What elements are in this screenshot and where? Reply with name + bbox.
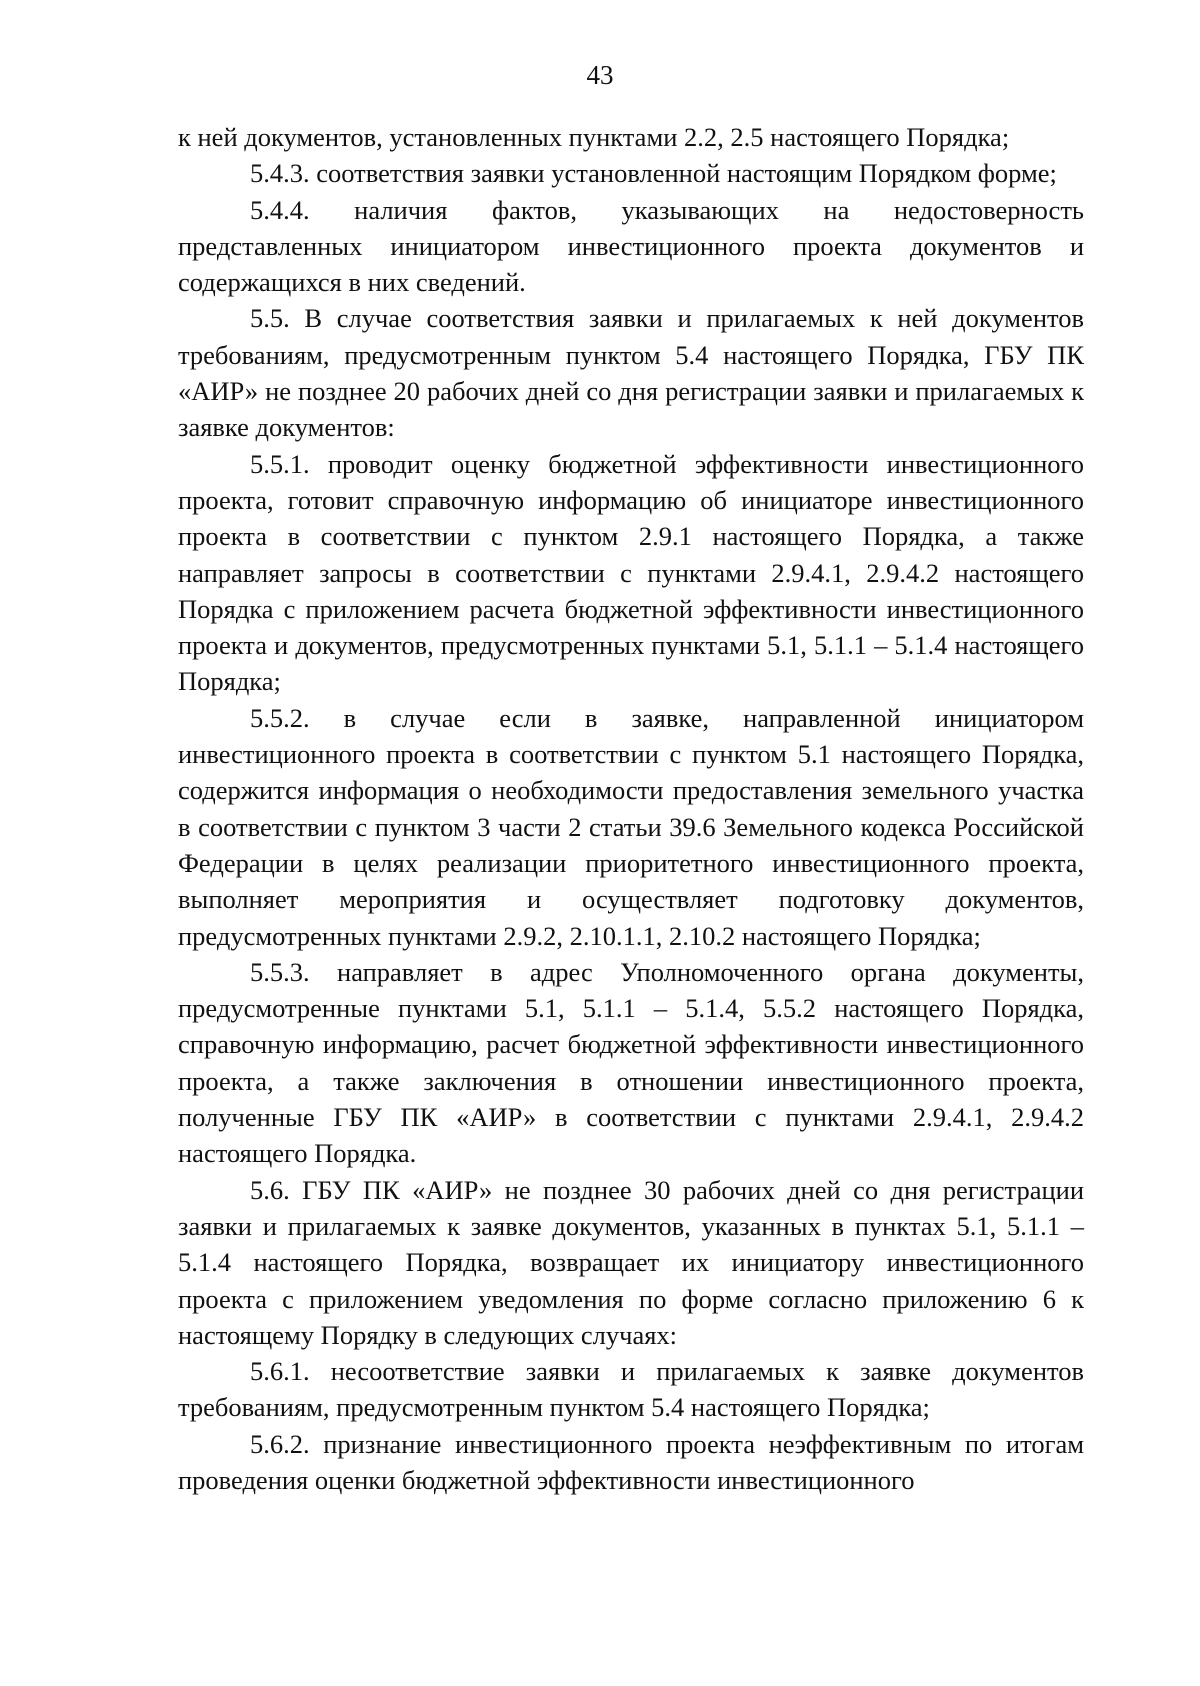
paragraph-5-4-3: 5.4.3. соответствия заявки установленной настоящим Порядком форме; (250, 158, 1057, 189)
document-body (178, 119, 1084, 1498)
paragraph-5-6: 5.6. ГБУ ПК «АИР» не позднее 30 рабочих дней со дня регистрации заявки и прилагаемых к заявке документов, указанных в пунктах 5.1, 5.1.1 – 5.1.4 настоящего Порядка, возвращает их инициатору инвестиционного проекта с приложением уведомления по форме согласно приложению 6 к настоящему Порядку в следующих случаях: (178, 1174, 1084, 1350)
paragraph-5-5-3: 5.5.3. направляет в адрес Уполномоченного органа документы, предусмотренные пунктами 5.1, 5.1.1 – 5.1.4, 5.5.2 настоящего Порядка, справочную информацию, расчет бюджетной эффективности инвестиционного проекта, а также заключения в отношении инвестиционного проекта, полученные ГБУ ПК «АИР» в соответствии с пунктами 2.9.4.1, 2.9.4.2 настоящего Порядка. (178, 956, 1084, 1169)
paragraph-5-5-1: 5.5.1. проводит оценку бюджетной эффективности инвестиционного проекта, готовит справочную информацию об инициаторе инвестиционного проекта в соответствии с пунктом 2.9.1 настоящего Порядка, а также направляет запросы в соответствии с пунктами 2.9.4.1, 2.9.4.2 настоящего Порядка с приложением расчета бюджетной эффективности инвестиционного проекта и документов, предусмотренных пунктами 5.1, 5.1.1 – 5.1.4 настоящего Порядка; (178, 448, 1084, 697)
paragraph-5-5-2: 5.5.2. в случае если в заявке, направленной инициатором инвестиционного проекта в соответствии с пунктом 5.1 настоящего Порядка, содержится информация о необходимости предоставления земельного участка в соответствии с пунктом 3 части 2 статьи 39.6 Земельного кодекса Российской Федерации в целях реализации приоритетного инвестиционного проекта, выполняет мероприятия и осуществляет подготовку документов, предусмотренных пунктами 2.9.2, 2.10.1.1, 2.10.2 настоящего Порядка; (178, 702, 1084, 951)
page-number: 43 (586, 60, 614, 90)
paragraph-5-6-2: 5.6.2. признание инвестиционного проекта неэффективным по итогам проведения оценки бюджетной эффективности инвестиционного (178, 1428, 1084, 1495)
paragraph-5-6-1: 5.6.1. несоответствие заявки и прилагаемых к заявке документов требованиям, предусмотренным пунктом 5.4 настоящего Порядка; (178, 1356, 1084, 1423)
paragraph-continuation: к ней документов, установленных пунктами 2.2, 2.5 настоящего Порядка; (178, 122, 1010, 152)
paragraph-5-4-4: 5.4.4. наличия фактов, указывающих на недостоверность представленных инициатором инвестиционного проекта документов и содержащихся в них сведений. (178, 194, 1084, 298)
paragraph-5-5: 5.5. В случае соответствия заявки и прилагаемых к ней документов требованиям, предусмотренным пунктом 5.4 настоящего Порядка, ГБУ ПК «АИР» не позднее 20 рабочих дней со дня регистрации заявки и прилагаемых к заявке документов: (178, 303, 1084, 443)
